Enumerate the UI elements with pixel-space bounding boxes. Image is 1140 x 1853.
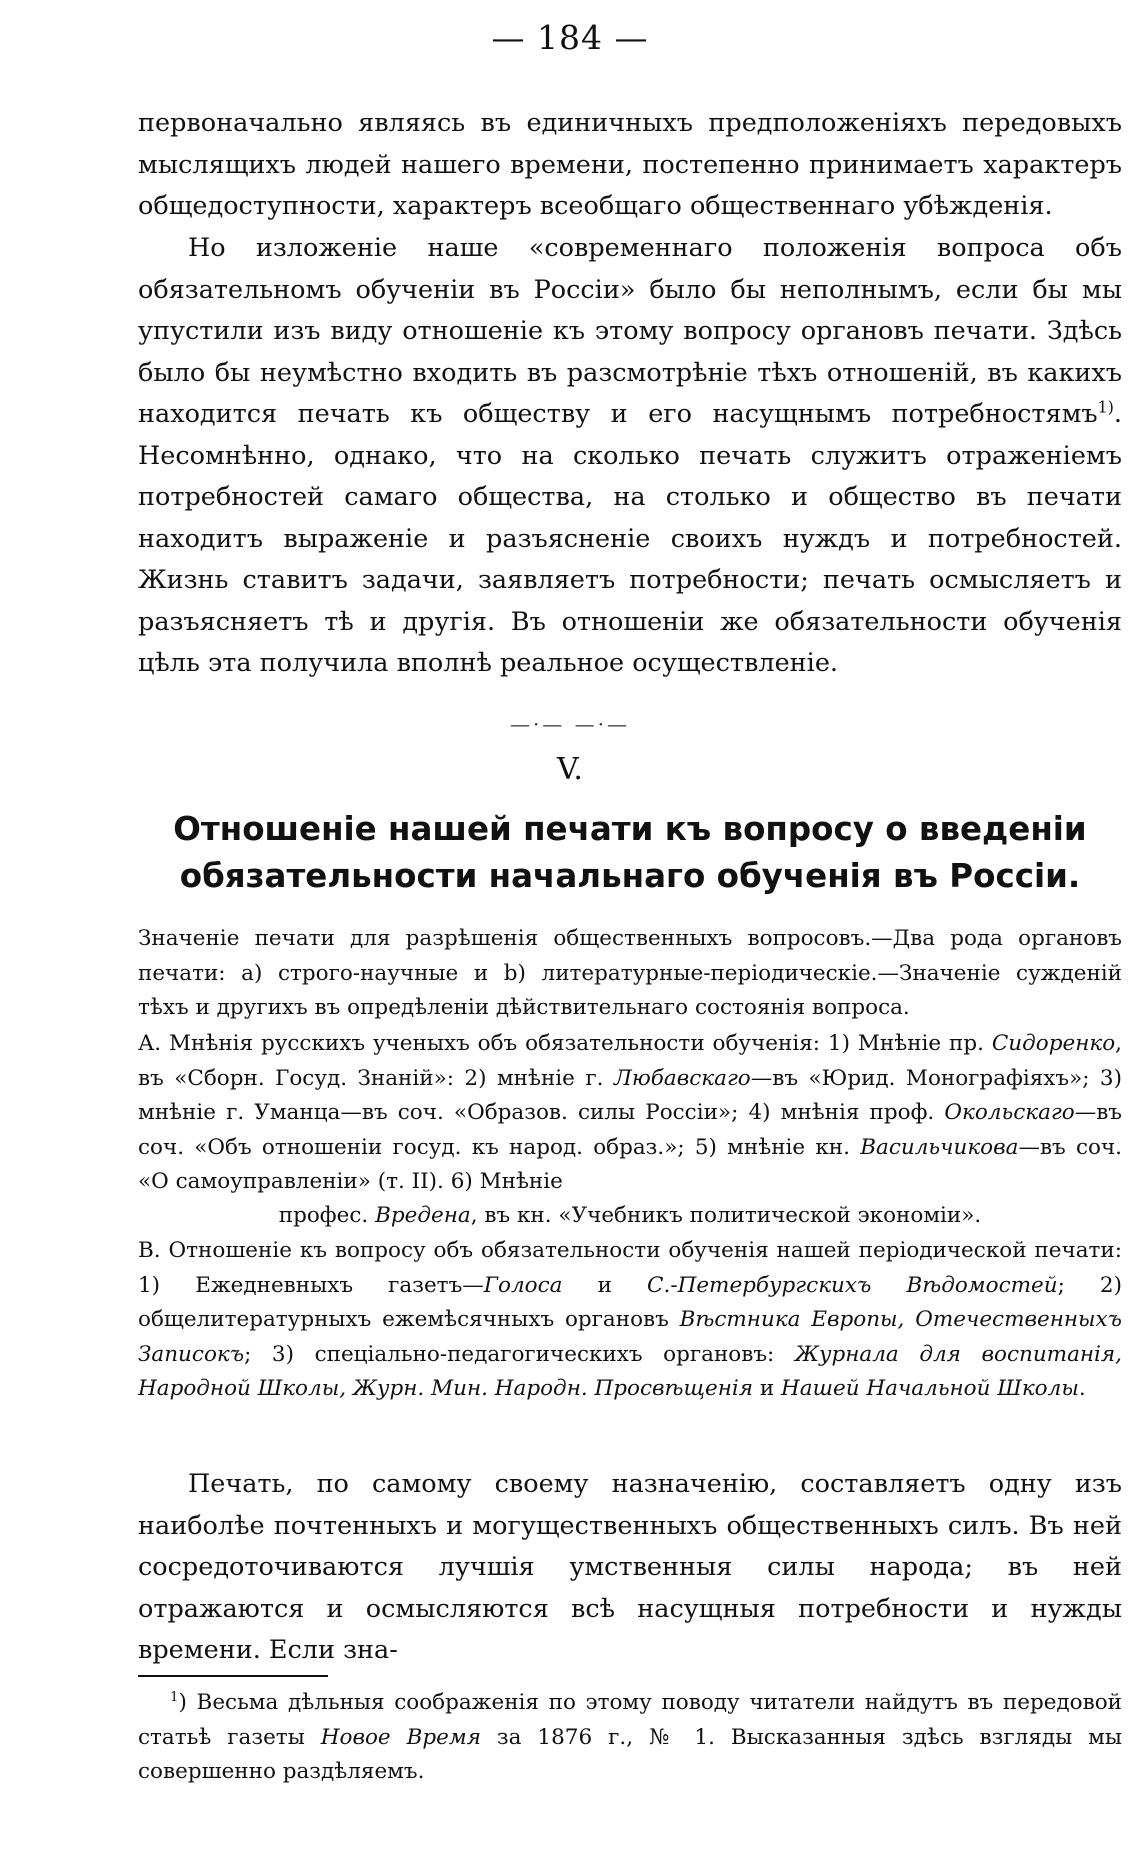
footnote-reference[interactable]: 1) <box>1097 397 1114 417</box>
chapter-summary-part-a-end: профес. Вредена, въ кн. «Учебникъ политической экономіи». <box>278 1203 982 1228</box>
section-divider: —·— —·— <box>509 712 631 736</box>
section-number: V. <box>557 752 583 787</box>
chapter-summary-part-b: В. Отношеніе къ вопросу объ обязательности обученія нашей періодической печати: 1) Ежедневныхъ газетъ—Голоса и С.-Петербургскихъ Вѣдомостей; 2) общелитературныхъ ежемѣсячныхъ органовъ Вѣстника Европы, Отечественныхъ Записокъ; 3) спеціально-педагогическихъ органовъ: Журнала для воспитанія, Народной Школы, Журн. Мин. Народн. Просвѣщенія и Нашей Начальной Школы. <box>138 1238 1122 1401</box>
section-title: Отношеніе нашей печати къ вопросу о введеніи обязательности начальнаго обученія въ Россіи. <box>173 810 1087 895</box>
paragraph-text: Но изложеніе наше «современнаго положенія вопроса объ обязательномъ обученіи въ Россіи» было бы неполнымъ, если бы мы упустили изъ виду отношеніе къ этому вопросу органовъ печати. Здѣсь было бы неумѣстно входить въ разсмотрѣніе тѣхъ отношеній, въ какихъ находится печать къ обществу и его насущнымъ потребностямъ <box>138 233 1122 429</box>
author-name: Любавскаго <box>613 1065 751 1091</box>
author-name: Сидоренко <box>991 1031 1116 1056</box>
periodical-title: Голоса <box>483 1272 563 1298</box>
paragraph-continuation: первоначально являясь въ единичныхъ предположеніяхъ передовыхъ мыслящихъ людей нашего времени, постепенно принимаетъ характеръ общедоступности, характеръ всеобщаго общественнаго убѣжденія. <box>138 108 1122 221</box>
footnote-mark: 1 <box>170 1689 179 1705</box>
page-number: — 184 — <box>491 18 649 57</box>
newspaper-title: Новое Время <box>320 1724 481 1750</box>
periodical-title: Вѣстника Европы, Отечественныхъ Записокъ <box>138 1307 1122 1367</box>
footnote: $^1$) Весьма дѣльныя соображенія по этому поводу читатели найдутъ въ передовой статьѣ газеты Новое Время за 1876 г., № 1. Высказанныя здѣсь взгляды мы совершенно раздѣляемъ. <box>138 1689 1123 1784</box>
author-name: Вредена <box>375 1203 471 1228</box>
chapter-summary-part-a: А. Мнѣнія русскихъ ученыхъ объ обязательности обученія: 1) Мнѣніе пр. Сидоренко, въ «Сборн. Госуд. Знаній»: 2) мнѣніе г. Любавскаго—въ «Юрид. Монографіяхъ»; 3) мнѣніе г. Уманца—въ соч. «Образов. силы Россіи»; 4) мнѣнія проф. Окольскаго—въ соч. «Объ отношеніи госуд. къ народ. образ.»; 5) мнѣніе кн. Васильчикова—въ соч. «О самоуправленіи» (т. II). 6) Мнѣніе <box>138 1031 1123 1194</box>
periodical-title: Нашей Начальной Школы <box>781 1376 1079 1401</box>
author-name: Васильчикова <box>860 1134 1019 1160</box>
paragraph-press-role: Печать, по самому своему назначенію, составляетъ одну изъ наиболѣе почтенныхъ и могущественныхъ общественныхъ силъ. Въ ней сосредоточиваются лучшія умственныя силы народа; въ ней отражаются и осмысляются всѣ насущныя потребности и нужды времени. Если зна- <box>138 1469 1122 1665</box>
paragraph-text: . Несомнѣнно, однако, что на сколько печать служитъ отраженіемъ потребностей самаго общества, на столько и общество въ печати находитъ выраженіе и разъясненіе своихъ нуждъ и потребностей. Жизнь ставитъ задачи, заявляетъ потребности; печать осмысляетъ и разъясняетъ тѣ и другія. Въ отношеніи же обязательности обученія цѣль эта получила вполнѣ реальное осуществленіе. <box>138 399 1122 678</box>
footnote-divider <box>138 1675 328 1677</box>
author-name: Окольскаго <box>944 1100 1075 1125</box>
periodical-title: Журнала для воспитанія, Народной Школы, Журн. Мин. Народн. Просвѣщенія <box>138 1341 1122 1401</box>
paragraph-press-intro <box>138 228 1122 685</box>
chapter-summary-intro: Значеніе печати для разрѣшенія общественныхъ вопросовъ.—Два рода органовъ печати: а) строго-научные и b) литературные-періодическіе.—Значеніе сужденій тѣхъ и другихъ въ опредѣленіи дѣйствительнаго состоянія вопроса. <box>138 926 1122 1020</box>
periodical-title: С.-Петербургскихъ Вѣдомостей <box>647 1272 1058 1298</box>
